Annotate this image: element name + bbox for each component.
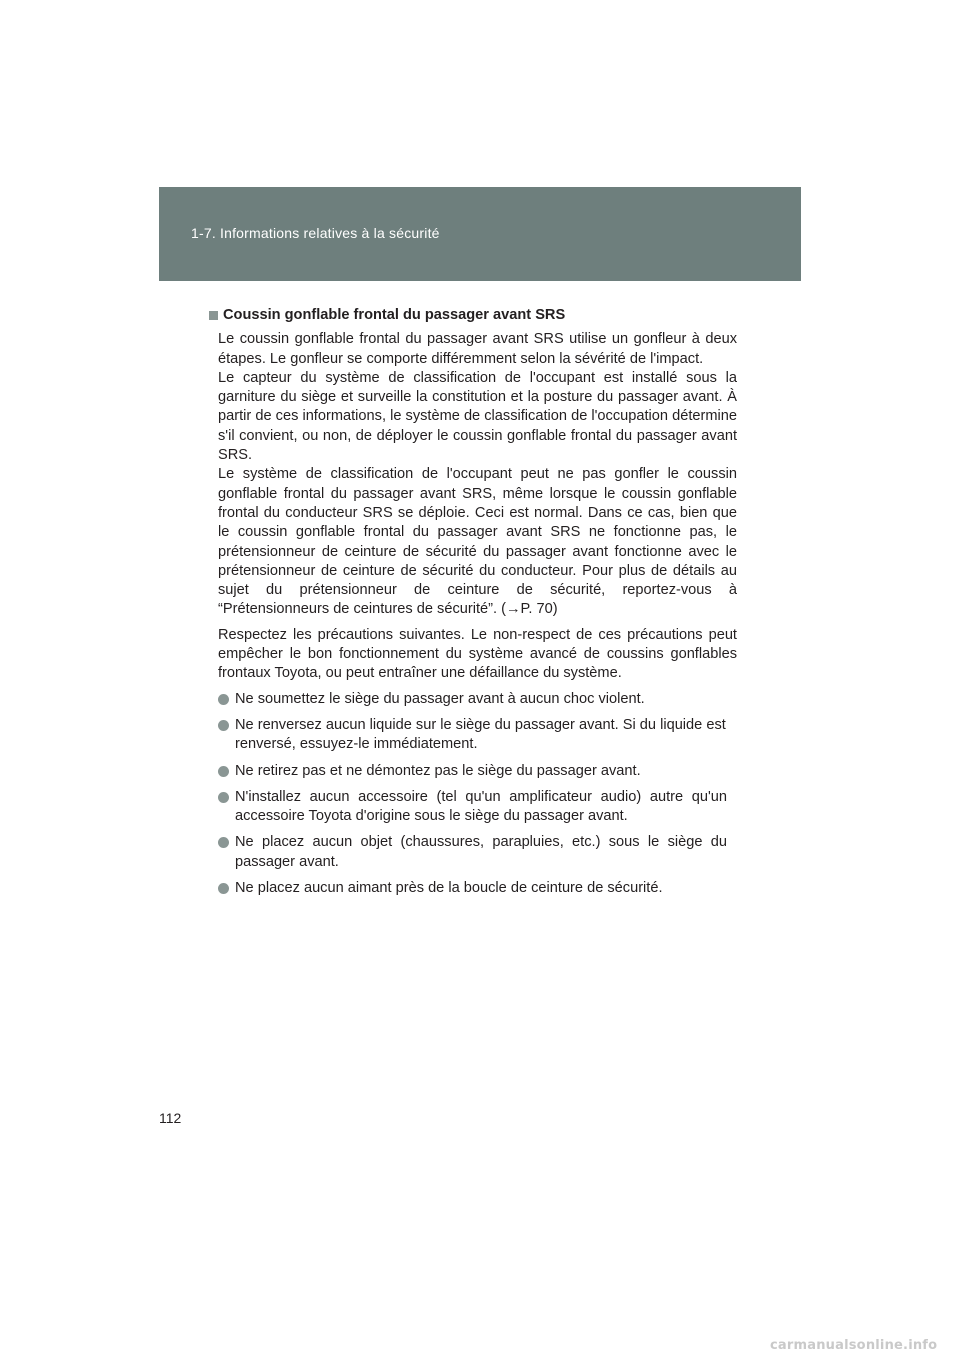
section-header-band (159, 187, 801, 281)
page-content (209, 306, 737, 905)
paragraph: Respectez les précautions suivantes. Le non-respect de ces précautions peut empêcher le bon fonctionnement du système avancé de coussins gonflables frontaux Toyota, ou peut entraîner une défaillance du système. (218, 626, 737, 682)
list-item-text: Ne renversez aucun liquide sur le siège du passager avant. Si du liquide est renversé, essuyez-le immédiatement. (235, 716, 726, 753)
circle-bullet-icon (218, 792, 229, 803)
circle-bullet-icon (218, 883, 229, 894)
list-item-text: Ne soumettez le siège du passager avant à aucun choc violent. (235, 690, 645, 707)
list-item (218, 690, 737, 709)
page-number: 112 (159, 1110, 182, 1126)
watermark: carmanualsonline.info (770, 1338, 938, 1353)
section-body (218, 330, 737, 898)
circle-bullet-icon (218, 837, 229, 848)
paragraph: Le coussin gonflable frontal du passager avant SRS utilise un gonfleur à deux étapes. Le gonfleur se comporte différemment selon la sévérité de l'impact. (218, 331, 737, 367)
paragraph: Le système de classification de l'occupant peut ne pas gonfler le coussin gonflable frontal du passager avant SRS, même lorsque le coussin gonflable frontal du conducteur SRS se déploie. Ceci est normal. Dans ce cas, bien que le coussin gonflable frontal du passager avant SRS ne fonctionne pas, le prétensionneur de ceinture de sécurité du passager avant fonctionne avec le prétensionneur de ceinture de sécurité du conducteur. Pour plus de détails au sujet du prétensionneur de ceinture de sécurité, reportez-vous à “Prétensionneurs de ceintures de sécurité”. (→P. 70) (218, 466, 737, 618)
section-heading-text: Coussin gonflable frontal du passager avant SRS (223, 307, 566, 323)
section-heading (209, 306, 737, 325)
list-item (218, 833, 737, 872)
list-item (218, 762, 737, 781)
paragraph: Le capteur du système de classification de l'occupant est installé sous la garniture du siège et surveille la constitution et la posture du passager avant. À partir de ces informations, le système de classification de l'occupation détermine s'il convient, ou non, de déployer le coussin gonflable frontal du passager avant SRS. (218, 369, 737, 464)
list-item (218, 716, 737, 755)
list-item-text: Ne retirez pas et ne démontez pas le siège du passager avant. (235, 762, 641, 779)
precautions-list (218, 690, 737, 899)
list-item (218, 788, 737, 827)
circle-bullet-icon (218, 766, 229, 777)
circle-bullet-icon (218, 720, 229, 731)
circle-bullet-icon (218, 694, 229, 705)
square-bullet-icon (209, 311, 218, 320)
list-item-text: N'installez aucun accessoire (tel qu'un amplificateur audio) autre qu'un accessoire Toyota d'origine sous le siège du passager avant. (235, 788, 727, 825)
list-item-text: Ne placez aucun objet (chaussures, parapluies, etc.) sous le siège du passager avant. (235, 834, 727, 870)
list-item (218, 879, 737, 898)
section-title: 1-7. Informations relatives à la sécurité (191, 225, 440, 241)
list-item-text: Ne placez aucun aimant près de la boucle de ceinture de sécurité. (235, 880, 663, 897)
